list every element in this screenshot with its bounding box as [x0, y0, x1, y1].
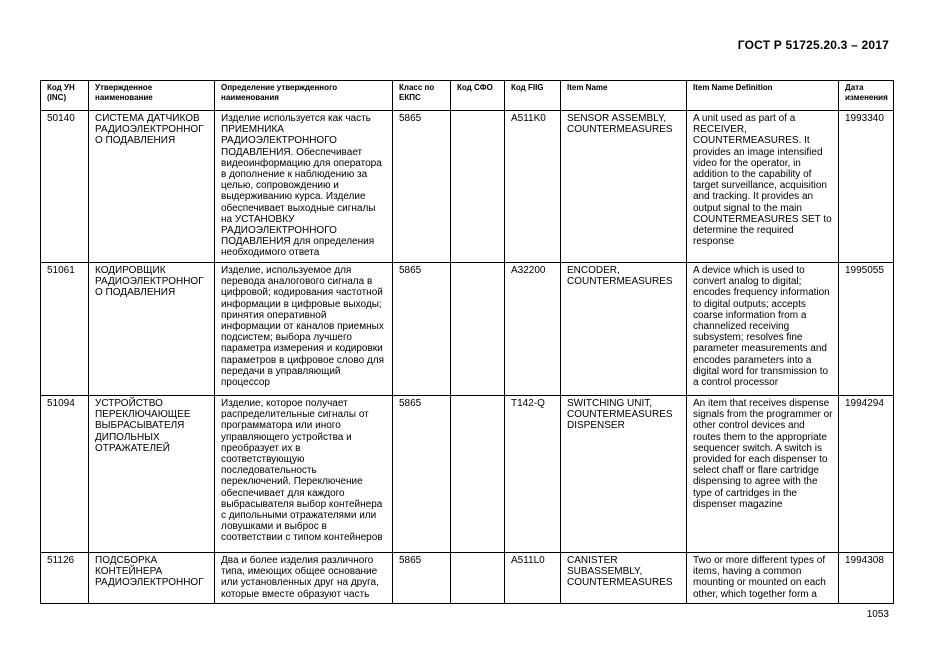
cell-ekps-class: 5865	[393, 396, 451, 553]
header-approved-name: Утвержденное наименование	[89, 81, 215, 111]
cell-change-date: 1993340	[839, 111, 894, 263]
cell-approved-definition: Два и более изделия различного типа, имеющих общее основание или установленных друг на друга, которые вместе образуют часть	[215, 553, 393, 604]
table-header-row	[41, 81, 894, 111]
cell-item-definition: An item that receives dispense signals from the programmer or other control devices and routes them to the appropriate sequencer switch. A switch is provided for each dispenser to select chaff or flare cartridge dispensing to agree with the type of cartridges in the dispenser magazine	[687, 396, 839, 553]
cell-approved-definition: Изделие, используемое для перевода аналогового сигнала в цифровой; кодирования частотной информации в цифровые выходы; принятия оперативной информации от каналов приемных подсистем; выбора лучшего параметра измерения и кодировки параметров в цифровое слово для передачи в управляющий процессор	[215, 263, 393, 396]
document-header: ГОСТ Р 51725.20.3 – 2017	[737, 38, 889, 52]
catalog-table	[40, 80, 894, 604]
table-row	[41, 396, 894, 553]
cell-ekps-class: 5865	[393, 553, 451, 604]
cell-fiig-code: A511K0	[505, 111, 561, 263]
cell-inc: 50140	[41, 111, 89, 263]
cell-change-date: 1995055	[839, 263, 894, 396]
cell-approved-definition: Изделие используется как часть ПРИЕМНИКА РАДИОЭЛЕКТРОННОГО ПОДАВЛЕНИЯ. Обеспечивает видеоинформацию для оператора в дополнение к наблюдению за целью, сопровождению и выдерживанию курса. Изделие обеспечивает выходные сигналы на УСТАНОВКУ РАДИОЭЛЕКТРОННОГО ПОДАВЛЕНИЯ для определения необходимого ответа	[215, 111, 393, 263]
cell-ekps-class: 5865	[393, 111, 451, 263]
page-number: 1053	[866, 609, 889, 620]
cell-item-name: ENCODER, COUNTERMEASURES	[561, 263, 687, 396]
cell-item-name: SWITCHING UNIT, COUNTERMEASURES DISPENSER	[561, 396, 687, 553]
cell-item-name: CANISTER SUBASSEMBLY, COUNTERMEASURES	[561, 553, 687, 604]
cell-sfo-code	[451, 263, 505, 396]
header-inc: Код УН (INC)	[41, 81, 89, 111]
cell-item-name: SENSOR ASSEMBLY, COUNTERMEASURES	[561, 111, 687, 263]
cell-sfo-code	[451, 396, 505, 553]
cell-approved-name: СИСТЕМА ДАТЧИКОВ РАДИОЭЛЕКТРОННОГ О ПОДАВЛЕНИЯ	[89, 111, 215, 263]
header-ekps-class: Класс по ЕКПС	[393, 81, 451, 111]
cell-sfo-code	[451, 553, 505, 604]
cell-approved-name: УСТРОЙСТВО ПЕРЕКЛЮЧАЮЩЕЕ ВЫБРАСЫВАТЕЛЯ ДИПОЛЬНЫХ ОТРАЖАТЕЛЕЙ	[89, 396, 215, 553]
cell-change-date: 1994294	[839, 396, 894, 553]
cell-item-definition: A unit used as part of a RECEIVER, COUNTERMEASURES. It provides an image intensified video for the operator, in addition to the capability of target surveillance, acquisition and tracking. It provides an output signal to the main COUNTERMEASURES SET to determine the required response	[687, 111, 839, 263]
cell-inc: 51126	[41, 553, 89, 604]
cell-item-definition: A device which is used to convert analog to digital; encodes frequency information to digital outputs; accepts coarse information from a channelized receiving subsystem; resolves fine parameter measurements and encodes parameters into a digital word for transmission to a control processor	[687, 263, 839, 396]
table-row	[41, 111, 894, 263]
header-item-definition: Item Name Definition	[687, 81, 839, 111]
header-approved-definition: Определение утвержденного наименования	[215, 81, 393, 111]
cell-inc: 51061	[41, 263, 89, 396]
header-change-date: Дата изменения	[839, 81, 894, 111]
cell-item-definition: Two or more different types of items, having a common mounting or mounted on each other, which together form a	[687, 553, 839, 604]
cell-ekps-class: 5865	[393, 263, 451, 396]
cell-change-date: 1994308	[839, 553, 894, 604]
cell-inc: 51094	[41, 396, 89, 553]
cell-sfo-code	[451, 111, 505, 263]
cell-approved-name: КОДИРОВЩИК РАДИОЭЛЕКТРОННОГ О ПОДАВЛЕНИЯ	[89, 263, 215, 396]
table-row	[41, 553, 894, 604]
header-sfo-code: Код СФО	[451, 81, 505, 111]
cell-fiig-code: A511L0	[505, 553, 561, 604]
cell-approved-definition: Изделие, которое получает распределительные сигналы от программатора или иного управляющего устройства и преобразует их в соответствующую последовательность переключений. Переключение обеспечивает для каждого выбрасывателя выбор контейнера с дипольными отражателями или ловушками и выброс в соответствии с типом контейнеров	[215, 396, 393, 553]
cell-approved-name: ПОДСБОРКА КОНТЕЙНЕРА РАДИОЭЛЕКТРОННОГ	[89, 553, 215, 604]
header-item-name: Item Name	[561, 81, 687, 111]
header-fiig-code: Код FIIG	[505, 81, 561, 111]
cell-fiig-code: T142-Q	[505, 396, 561, 553]
cell-fiig-code: A32200	[505, 263, 561, 396]
table-row	[41, 263, 894, 396]
